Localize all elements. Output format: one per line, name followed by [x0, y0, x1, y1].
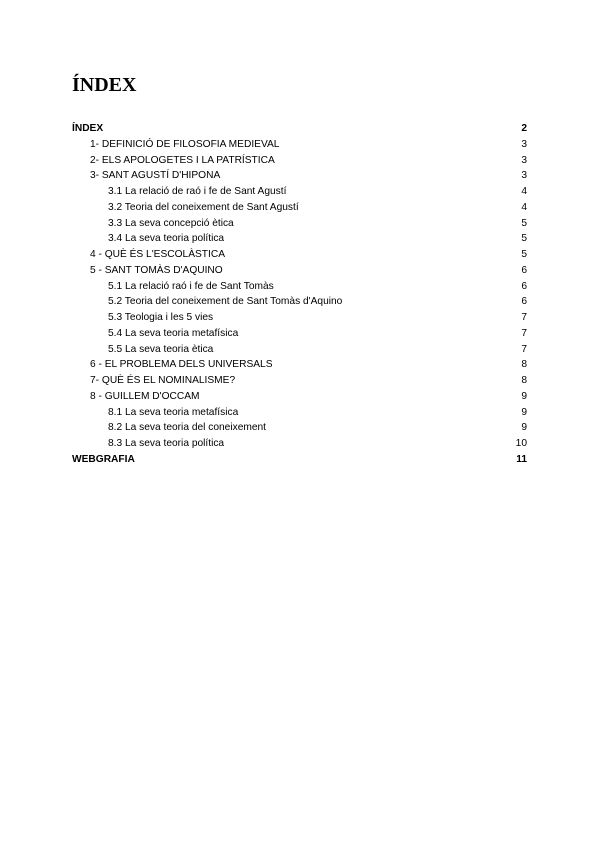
toc-entry-title: WEBGRAFIA — [72, 453, 135, 465]
toc-entry-page-number: 7 — [521, 327, 527, 339]
toc-entry[interactable] — [72, 168, 527, 184]
toc-entry-page-number: 5 — [521, 249, 527, 260]
toc-entry[interactable] — [72, 184, 527, 200]
toc-entry-page-number: 6 — [521, 264, 527, 276]
toc-entry-title: 3.3 La seva concepció ètica — [108, 217, 234, 229]
toc-entry-page-number: 5 — [521, 217, 527, 229]
table-of-contents — [72, 121, 527, 468]
toc-entry[interactable] — [72, 310, 527, 326]
toc-entry-page-number: 7 — [521, 312, 527, 323]
toc-entry-title: 5.1 La relació raó i fe de Sant Tomàs — [108, 280, 274, 292]
toc-entry-title: 5.5 La seva teoria ètica — [108, 343, 214, 355]
toc-entry-page-number: 3 — [521, 138, 527, 150]
toc-entry-page-number: 6 — [521, 280, 527, 292]
toc-entry[interactable] — [72, 137, 527, 153]
toc-entry-title: ÍNDEX — [72, 123, 104, 134]
toc-entry-title: 7- QUÈ ÉS EL NOMINALISME? — [90, 375, 236, 386]
toc-entry-page-number: 3 — [521, 154, 527, 166]
toc-entry[interactable] — [72, 357, 527, 373]
toc-entry-title: 8.3 La seva teoria política — [108, 438, 225, 449]
toc-entry[interactable] — [72, 216, 527, 232]
toc-entry-page-number: 7 — [521, 343, 527, 355]
toc-entry-title: 3- SANT AGUSTÍ D'HIPONA — [90, 170, 221, 182]
toc-entry-title: 4 - QUÈ ÉS L'ESCOLÀSTICA — [90, 249, 225, 260]
toc-entry[interactable] — [72, 420, 527, 436]
toc-entry-page-number: 3 — [521, 170, 527, 182]
toc-entry-title: 8 - GUILLEM D'OCCAM — [90, 390, 200, 402]
toc-entry-title: 5 - SANT TOMÀS D'AQUINO — [90, 264, 223, 276]
toc-entry-title: 5.2 Teoria del coneixement de Sant Tomàs d'Aquino — [108, 296, 343, 308]
toc-entry-title: 5.4 La seva teoria metafísica — [108, 327, 239, 339]
toc-entry-title: 3.2 Teoria del coneixement de Sant Agustí — [108, 201, 299, 213]
toc-entry[interactable] — [72, 373, 527, 389]
toc-entry[interactable] — [72, 200, 527, 216]
page-title: ÍNDEX — [72, 74, 137, 96]
toc-entry-title: 6 - EL PROBLEMA DELS UNIVERSALS — [90, 359, 273, 371]
toc-entry[interactable] — [72, 231, 527, 247]
toc-entry-page-number: 8 — [521, 359, 527, 371]
toc-entry-page-number: 4 — [521, 186, 527, 197]
toc-entry[interactable] — [72, 263, 527, 279]
toc-entry[interactable] — [72, 247, 527, 263]
toc-entry-title: 8.1 La seva teoria metafísica — [108, 406, 239, 418]
toc-entry-page-number: 9 — [521, 390, 527, 402]
toc-entry[interactable] — [72, 326, 527, 342]
toc-entry-page-number: 11 — [516, 453, 527, 465]
toc-entry-page-number: 9 — [521, 422, 527, 434]
toc-entry-title: 1- DEFINICIÓ DE FILOSOFIA MEDIEVAL — [90, 138, 280, 150]
toc-entry[interactable] — [72, 436, 527, 452]
toc-entry[interactable] — [72, 121, 527, 137]
toc-entry[interactable] — [72, 389, 527, 405]
toc-entry-title: 3.1 La relació de raó i fe de Sant Agustí — [108, 186, 287, 197]
toc-entry-title: 5.3 Teologia i les 5 vies — [108, 312, 214, 323]
toc-entry-page-number: 6 — [521, 296, 527, 308]
toc-entry[interactable] — [72, 405, 527, 421]
toc-entry[interactable] — [72, 279, 527, 295]
toc-entry-page-number: 8 — [521, 375, 527, 386]
toc-entry[interactable] — [72, 342, 527, 358]
toc-entry[interactable] — [72, 294, 527, 310]
toc-entry-page-number: 10 — [515, 438, 527, 449]
toc-entry-title: 8.2 La seva teoria del coneixement — [108, 422, 267, 434]
toc-entry[interactable] — [72, 452, 527, 468]
toc-entry-page-number: 2 — [521, 123, 527, 134]
toc-entry[interactable] — [72, 153, 527, 169]
toc-entry-title: 3.4 La seva teoria política — [108, 233, 225, 245]
toc-entry-page-number: 5 — [521, 233, 527, 245]
toc-entry-page-number: 9 — [521, 406, 527, 418]
toc-entry-title: 2- ELS APOLOGETES I LA PATRÍSTICA — [90, 154, 275, 166]
toc-entry-page-number: 4 — [521, 201, 527, 213]
